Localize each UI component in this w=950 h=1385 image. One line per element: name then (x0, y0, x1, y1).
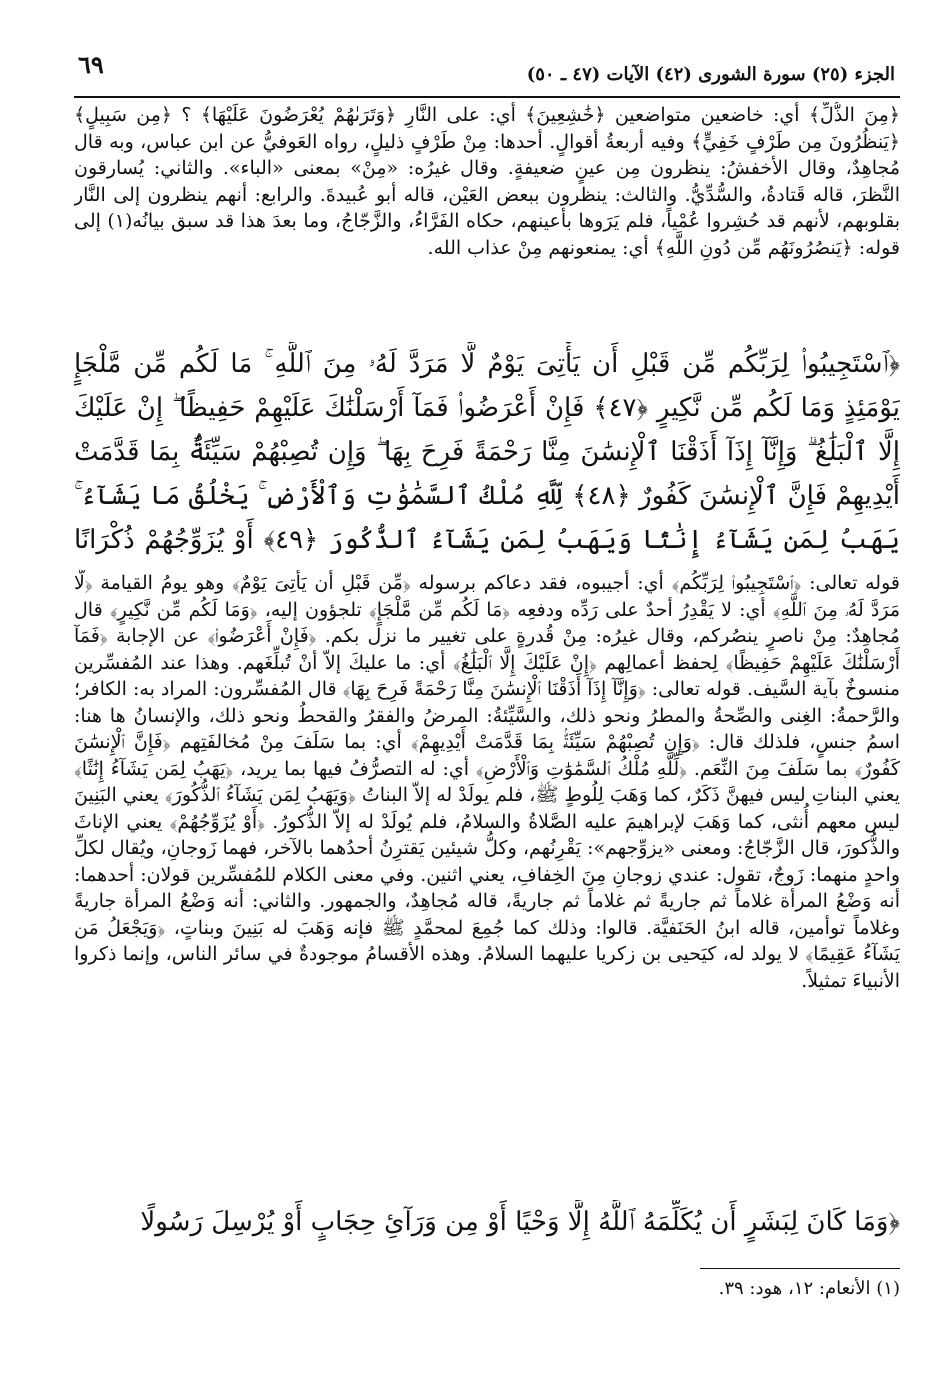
commentary-paragraph-1: ﴿مِنَ الذُّلِّ﴾ أي: خاضعين متواضعين ﴿خَٰشِعِينَ﴾ أي: على النَّارِ ﴿وَتَرَىٰهُمْ يُعْرَضُونَ عَلَيْهَا﴾ ؟ ﴿مِن سَبِيلٍ﴾ ﴿يَنظُرُونَ مِن طَرْفٍ خَفِيٍّ﴾ وفيه أربعةُ أقوالٍ. أحدها: مِنْ طَرْفٍ ذليلٍ، رواه العَوفيُّ عن ابن عباس، وبه قال مُجاهِدٌ، وقال الأخفشُ: ينظرون مِن عينٍ ضعيفةٍ. وقال غيرُه: «مِنْ» بمعنى «الباء». والثاني: يُسارقون النَّظرَ، قاله قَتادةُ، والسُّدِّيُّ. والثالث: ينظرون ببعض العَيْن، قاله أبو عُبيدةَ. والرابع: أنهم ينظرون إلى النَّار بقلوبهم، لأنهم قد حُشِروا عُمْياً، فلم يَرَوها بأعينهم، حكاه الفَرَّاءُ، والزَّجّاجُ، وما بعدَ هذا قد سبق بيانُه(١) إلى قوله: ﴿يَنصُرُونَهُم مِّن دُونِ اللَّهِ﴾ أي: يمنعونهم مِنْ عذاب الله. (74, 104, 900, 259)
quran-verse-51-start: ﴿وَمَا كَانَ لِبَشَرٍ أَن يُكَلِّمَهُ ٱللَّهُ إِلَّا وَحْيًا أَوْ مِن وَرَآئِ حِجَابٍ أَوْ يُرْسِلَ رَسُولًا (140, 1207, 900, 1237)
footnote: (١) الأنعام: ١٢، هود: ٣٩. (718, 1278, 900, 1299)
header-rule (74, 96, 900, 98)
footnote-rule (700, 1268, 900, 1269)
page-number: ٦٩ (78, 50, 104, 79)
verses-text: ﴿ٱسْتَجِيبُوا۟ لِرَبِّكُم مِّن قَبْلِ أَن يَأْتِىَ يَوْمٌ لَّا مَرَدَّ لَهُۥ مِنَ ٱللَّهِ ۚ مَا لَكُم مِّن مَّلْجَإٍ يَوْمَئِذٍ وَمَا لَكُم مِّن نَّكِيرٍ ﴿٤٧﴾ فَإِنْ أَعْرَضُوا۟ فَمَآ أَرْسَلْنَٰكَ عَلَيْهِمْ حَفِيظًا ۖ إِنْ عَلَيْكَ إِلَّا ٱلْبَلَٰغُ ۗ وَإِنَّآ إِذَآ أَذَقْنَا ٱلْإِنسَٰنَ مِنَّا رَحْمَةً فَرِحَ بِهَا ۖ وَإِن تُصِبْهُمْ سَيِّئَةٌۢ بِمَا قَدَّمَتْ أَيْدِيهِمْ فَإِنَّ ٱلْإِنسَٰنَ كَفُورٌ ﴿٤٨﴾ لِّلَّهِ مُلْكُ ٱلسَّمَٰوَٰتِ وَٱلْأَرْضِ ۚ يَخْلُقُ مَا يَشَآءُ ۚ يَهَبُ لِمَن يَشَآءُ إِنَٰثًا وَيَهَبُ لِمَن يَشَآءُ ٱلذُّكُورَ ﴿٤٩﴾ أَوْ يُزَوِّجُهُمْ ذُكْرَانًا (74, 349, 900, 555)
quran-verses-47-50 (74, 342, 900, 566)
running-head: الجزء (٢٥) سورة الشورى (٤٢) الآيات (٤٧ ـ ٥٠) (526, 64, 895, 85)
commentary-paragraph-2: قوله تعالى: ﴿ٱسْتَجِيبُوا۟ لِرَبِّكُم﴾ أي: أجيبوه، فقد دعاكم برسوله ﴿مِّن قَبْلِ أَن يَأْتِىَ يَوْمٌ﴾ وهو يومُ القيامة ﴿لَّا مَرَدَّ لَهُۥ مِنَ ٱللَّهِ﴾ أي: لا يَقْدِرُ أحدٌ على رَدِّه ودفعِه ﴿مَا لَكُم مِّن مَّلْجَإٍ﴾ تلجؤون إليه، ﴿وَمَا لَكُم مِّن نَّكِيرٍ﴾ قال مُجاهِدٌ: مِنْ ناصرٍ ينصُركم، وقال غيرُه: مِنْ قُدرةٍ على تغيير ما نزل بكم. ﴿فَإِنْ أَعْرَضُوا۟﴾ عن الإجابة ﴿فَمَآ أَرْسَلْنَٰكَ عَلَيْهِمْ حَفِيظًا﴾ لِحفظ أعمالِهم ﴿إِنْ عَلَيْكَ إِلَّا ٱلْبَلَٰغُ﴾ أي: ما عليكَ إلاّ أنْ تُبلِّغَهم. وهذا عند المُفسِّرين منسوخٌ بآية السَّيف. قوله تعالى: ﴿وَإِنَّآ إِذَآ أَذَقْنَا ٱلْإِنسَٰنَ مِنَّا رَحْمَةً فَرِحَ بِهَا﴾ قال المُفسِّرون: المراد به: الكافر؛ والرَّحمةُ: الغِنى والصِّحةُ والمطرُ ونحو ذلك، والسَّيِّئةُ: المرضُ والفقرُ والقحطُ ونحو ذلك، والإنسانُ ها هنا: اسمُ جنسٍ، فلذلك قال: ﴿وَإِن تُصِبْهُمْ سَيِّئَةٌۢ بِمَا قَدَّمَتْ أَيْدِيهِمْ﴾ أي: بما سَلَفَ مِنْ مُخالفَتِهم ﴿فَإِنَّ ٱلْإِنسَٰنَ كَفُورٌ﴾ بما سَلَفَ مِنَ النِّعَم. ﴿لِّلَّهِ مُلْكُ ٱلسَّمَٰوَٰتِ وَٱلْأَرْضِ﴾ أي: له التصرُّفُ فيها بما يريد، ﴿يَهَبُ لِمَن يَشَآءُ إِنَٰثًا﴾ يعني البناتِ ليس فيهنَّ ذَكَرٌ، كما وَهَبَ لِلُوطٍ ﷺ، فلم يولَدْ له إلاّ البناتُ ﴿وَيَهَبُ لِمَن يَشَآءُ ٱلذُّكُورَ﴾ يعني البَنِينَ ليس معهم أُنثى، كما وَهَبَ لإبراهيمَ عليه الصَّلاةُ والسلامُ، فلم يُولَدْ له إلاّ الذُّكورُ. ﴿أَوْ يُزَوِّجُهُمْ﴾ يعني الإناثَ والذُّكورَ، قال الزَّجّاجُ: ومعنى «يزوِّجهم»: يَقْرِنُهم، وكلُّ شيئين يَقترِنُ أحدُهما بالآخر، فهما زَوجانِ، ويُقال لكلِّ واحدٍ منهما: زَوجٌ، تقول: عندي زوجانِ مِنَ الخِفافِ، يعني اثنين. وفي معنى الكلام للمُفسِّرين قولان: أحدهما: أنه وَضْعُ المرأة غلاماً ثم جاريةً ثم غلاماً ثم جاريةً، قاله مُجاهِدٌ، والجمهور. والثاني: أنه وَضْعُ المرأة جاريةً وغلاماً توأمين، قاله ابنُ الحَنَفيَّة. قالوا: وذلك كما جُمِعَ لمحمَّدٍ ﷺ فإنه وَهَبَ له بَنِينَ وبناتٍ، ﴿وَيَجْعَلُ مَن يَشَآءُ عَقِيمًا﴾ لا يولد له، كيَحيى بن زكريا عليهما السلامُ. وهذه الأقسامُ موجودةٌ في سائر الناس، وإنما ذكروا الأنبياءَ تمثيلاً. (74, 572, 900, 992)
